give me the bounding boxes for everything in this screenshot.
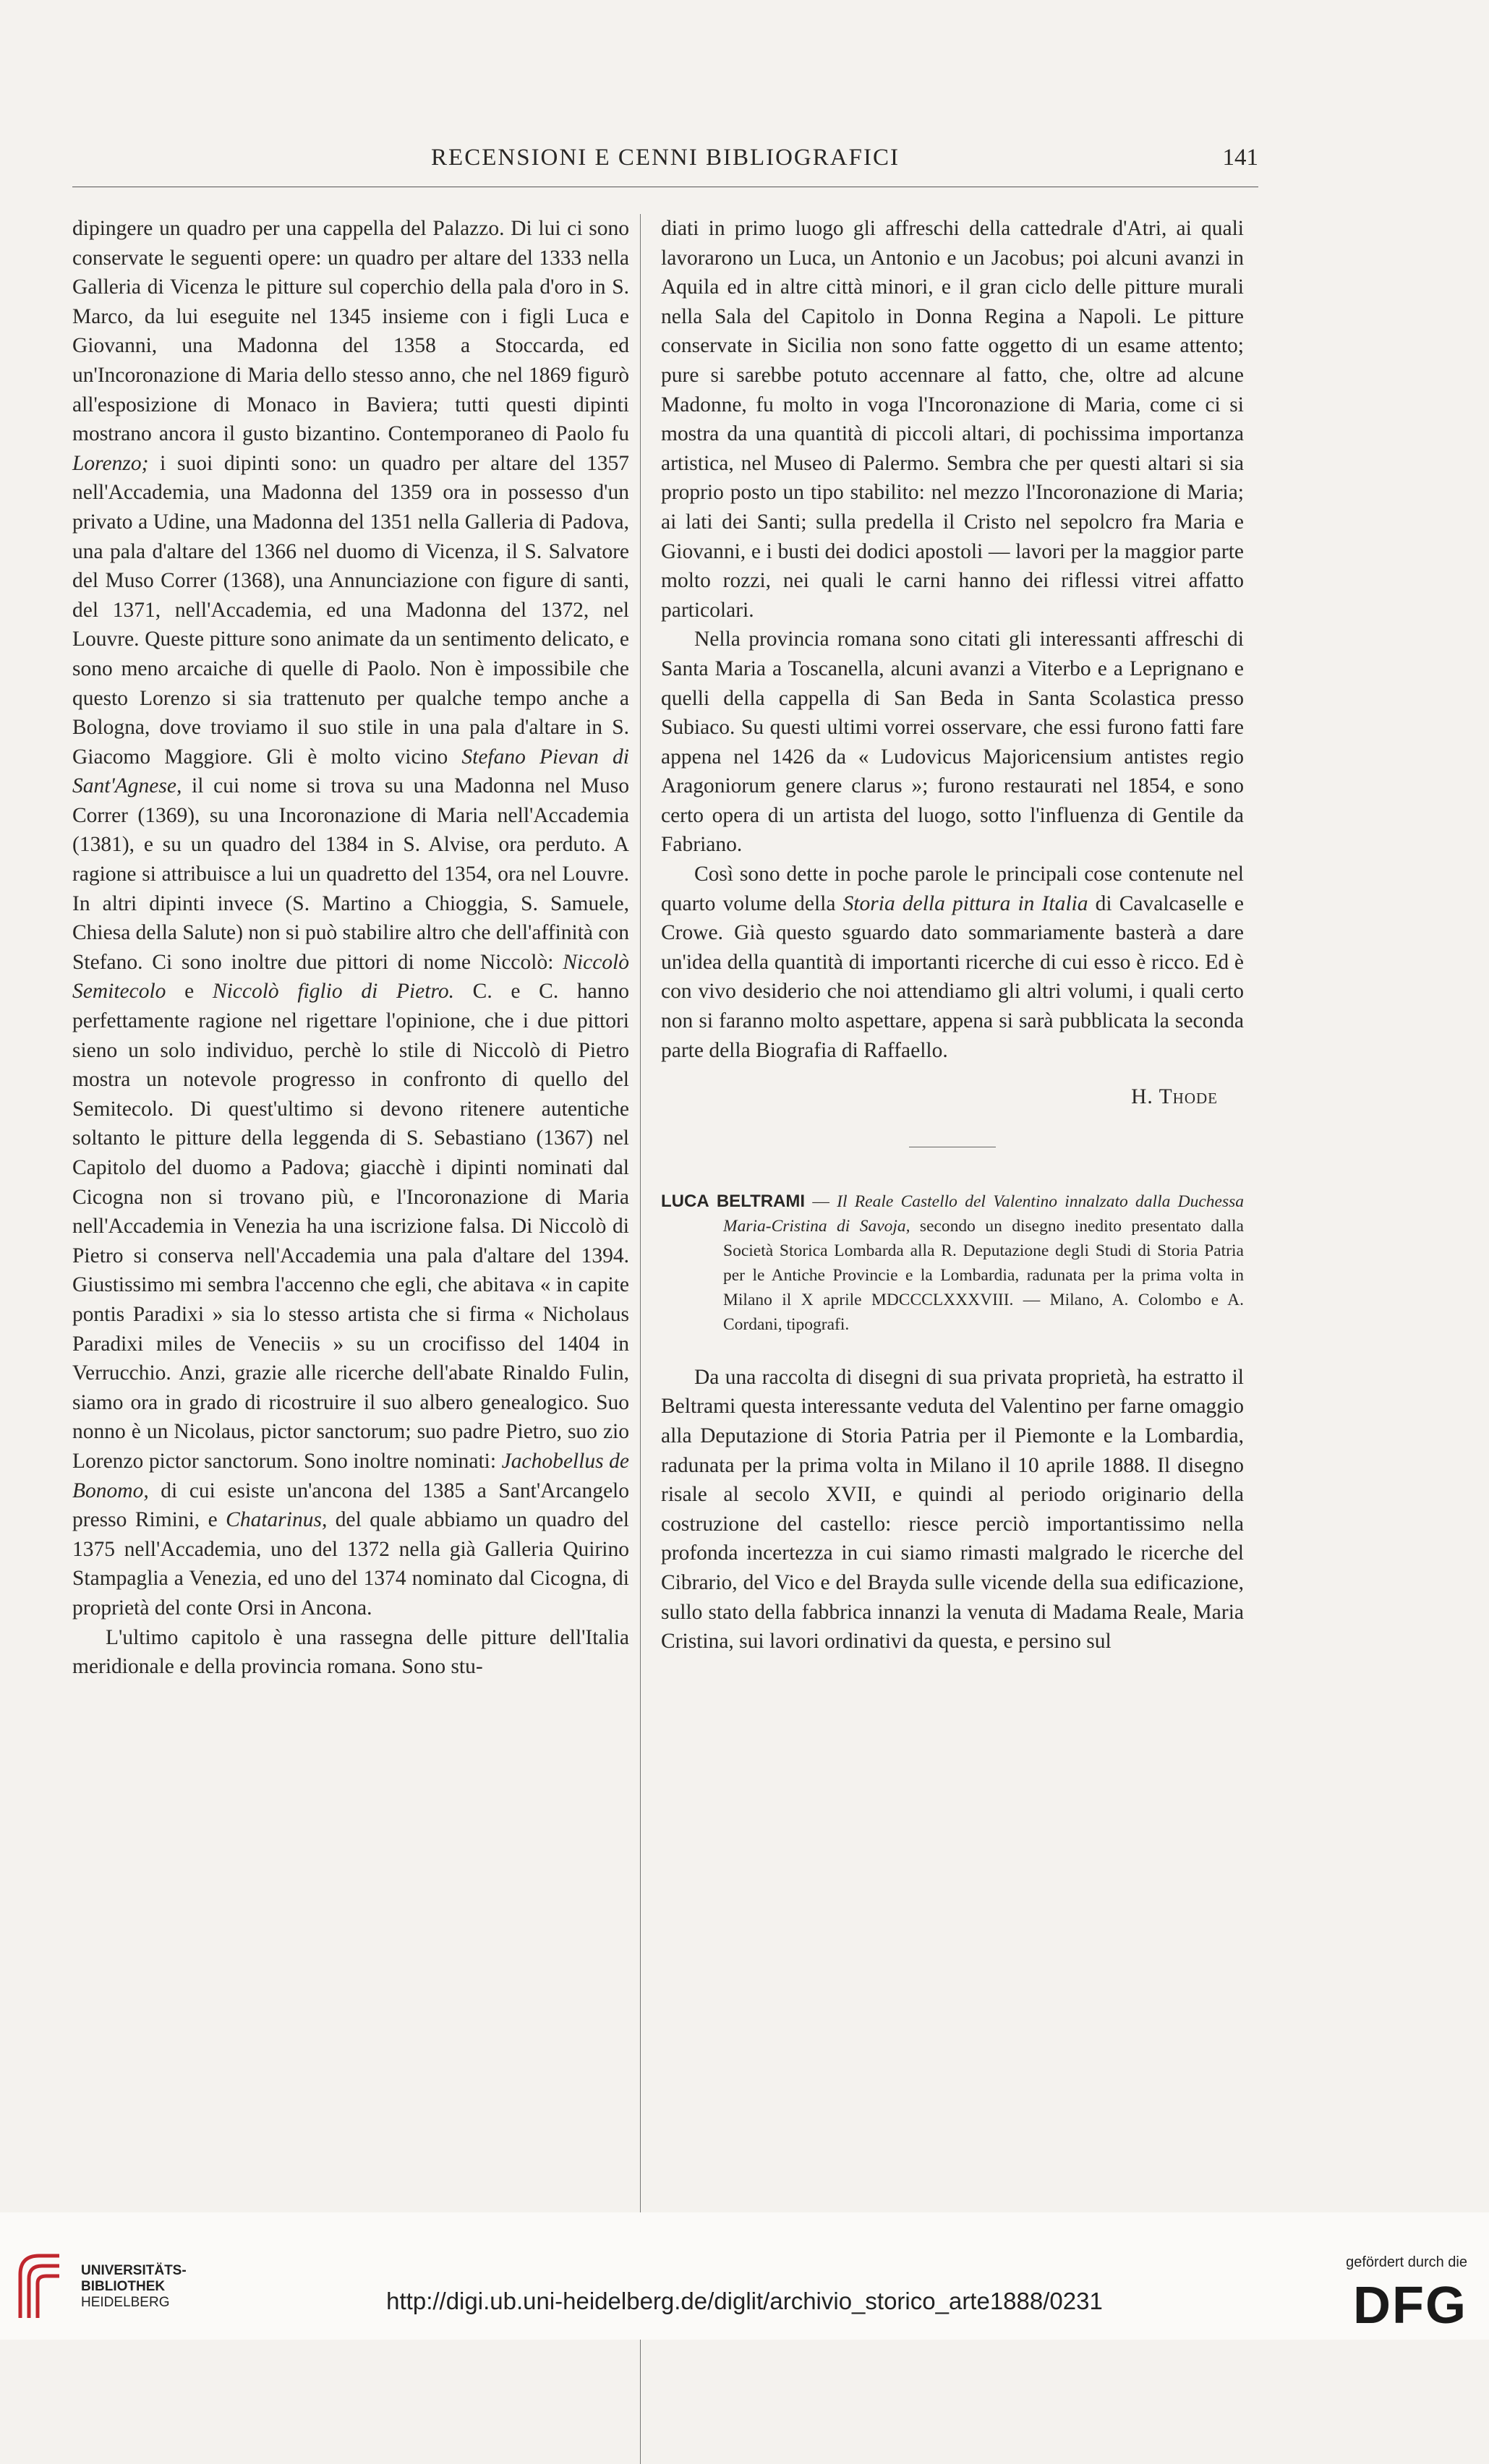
library-line: HEIDELBERG: [81, 2295, 170, 2310]
dfg-logo: DFG: [1353, 2277, 1467, 2335]
page-number: 141: [1222, 145, 1258, 171]
italic-name: Chatarinus,: [226, 1508, 328, 1532]
running-header: [72, 145, 1258, 188]
library-line: BIBLIOTHEK: [81, 2279, 166, 2294]
digitization-footer: [0, 2212, 1489, 2340]
italic-name: Lorenzo;: [72, 451, 149, 475]
right-paragraph-3: [661, 860, 1244, 1065]
text-span: i suoi dipinti sono: un quadro per altare del 1357 nell'Accademia, una Madonna del 1359 ora in possesso d'un privato a Udine, una Madonna del 1351 nella Galleria di Padova, una pala d'altare del 1366 nel duomo di Vicenza, il S. Salvatore del Muso Correr (1368), una Annunciazione con figure di santi, del 1371, nell'Accademia, ed una Madonna del 1372, nel Louvre. Queste pitture sono animate da un sentimento delicato, e sono meno arcaiche di quelle di Paolo. Non è impossibile che questo Lorenzo si sia trattenuto per qualche tempo anche a Bologna, dove troviamo il suo stile in una pala d'altare in S. Giacomo Maggiore. Gli è molto vicino: [72, 451, 630, 769]
text-span: di cui esiste un'ancona del 1385 a Sant'Arcangelo presso Rimini, e: [72, 1479, 630, 1532]
biblio-title: Il Reale Castello del Valentino innalzato dalla Duchessa Maria-Cristina di Savoja,: [723, 1192, 1245, 1236]
text-span: e: [184, 980, 195, 1004]
column-divider: [640, 214, 641, 2464]
text-span: dipingere un quadro per una cappella del Palazzo. Di lui ci sono conservate le seguenti opere: un quadro per altare del 1333 nella Galleria di Vicenza le pitture sul coperchio della pala d'oro in S. Marco, da lui eseguite nel 1345 insieme con i figli Luca e Giovanni, una Madonna del 1358 a Stoccarda, ed un'Incoronazione di Maria dello stesso anno, che nel 1869 figurò all'esposizione di Monaco in Baviera; tutti questi dipinti mostrano ancora il gusto bizantino. Contemporaneo di Paolo fu: [72, 217, 629, 446]
right-paragraph-4: Da una raccolta di disegni di sua privata proprietà, ha estratto il Beltrami questa interessante veduta del Valentino per farne omaggio alla Deputazione di Storia Patria per il Piemonte e la Lombardia, radunata per la prima volta in Milano il 10 aprile 1888. Il disegno risale al secolo XVII, e quindi al periodo originario della costruzione del castello: riesce perciò importantissimo nella profonda incertezza in cui siamo rimasti malgrado le ricerche del Cibrario, del Vico e del Brayda sulle vicende della sua edificazione, sullo stato della fabbrica innanzi la venuta di Madama Reale, Maria Cristina, sui lavori ordinativi da questa, e persino sul: [661, 1365, 1244, 1654]
biblio-author: LUCA BELTRAMI: [661, 1191, 806, 1211]
text-span: di Cavalcaselle e Crowe. Già questo sguardo dato sommariamente basterà a dare un'idea della quantità di importanti ricerche di cui esso è ricco. Ed è con vivo desiderio che noi attendiamo gli altri volumi, i quali certo non si faranno molto aspettare, appena si sarà pubblicata la seconda parte della Biografia di Raffaello.: [661, 891, 1244, 1062]
funding-note: gefördert durch die: [1346, 2254, 1467, 2270]
text-span: il cui nome si trova su una Madonna nel Muso Correr (1369), su una Incoronazione di Maria nell'Accademia (1381), e su un quadro del 1384 in S. Alvise, ora perduto. A ragione si attribuisce a lui un quadretto del 1354, ora nel Louvre. In altri dipinti invece (S. Martino a Chioggia, S. Samuele, Chiesa della Salute) non si può stabilire altro che dell'affinità con Stefano. Ci sono inoltre due pittori di nome Niccolò:: [72, 774, 629, 974]
left-paragraph-2: L'ultimo capitolo è una rassegna delle pitture dell'Italia meridionale e della provincia romana. Sono stu-: [72, 1625, 629, 1679]
right-paragraph-1: diati in primo luogo gli affreschi della cattedrale d'Atri, ai quali lavorarono un Luca, un Antonio e un Jacobus; poi alcuni avanzi in Aquila ed in altre città minori, e il gran ciclo delle pitture murali nella Sala del Capitolo in Donna Regina a Napoli. Le pitture conservate in Sicilia non sono fatte oggetto di un esame attento; pure si sarebbe potuto accennare al fatto, che, oltre ad alcune Madonne, fu molto in voga l'Incoronazione di Maria, come ci si mostra da una quantità di piccoli altari, di pochissima importanza artistica, nel Museo di Palermo. Sembra che per questi altari si sia proprio posto un tipo stabilito: nel mezzo l'Incoronazione di Maria; ai lati dei Santi; sulla predella il Cristo nel sepolcro fra Maria e Giovanni, e i busti dei dodici apostoli — lavori per la maggior parte molto rozzi, nei quali le carni hanno dei riflessi vitrei affatto particolari.: [661, 217, 1244, 622]
text-span: Così sono dette in poche parole le principali cose contenute nel quarto volume della: [661, 863, 1244, 915]
right-column: [661, 214, 1244, 1656]
left-column: [72, 214, 629, 1682]
header-title: RECENSIONI E CENNI BIBLIOGRAFICI: [431, 145, 900, 171]
italic-name: Niccolò figlio di Pietro.: [212, 980, 454, 1004]
left-paragraph-1: [72, 214, 629, 1623]
text-span: secondo un disegno inedito presentato dalla Società Storica Lombarda alla R. Deputazione degli Studi di Storia Patria per le Antiche Provincie e la Lombardia, radunata per la prima volta in Milano il X aprile MDCCCLXXXVIII. — Milano, A. Colombo e A. Cordani, tipografi.: [723, 1216, 1244, 1334]
text-span: C. e C. hanno perfettamente ragione nel rigettare l'opinione, che i due pittori sieno un solo individuo, perchè lo stile di Niccolò di Pietro mostra un notevole progresso in confronto di quello del Semitecolo. Di quest'ultimo si devono ritenere autentiche soltanto le pitture della leggenda di S. Sebastiano (1367) nel Capitolo del duomo a Padova; giacchè i dipinti nominati dal Cicogna non si trovano più, e l'Incoronazione di Maria nell'Accademia in Venezia ha una iscrizione falsa. Di Niccolò di Pietro si conserva nell'Accademia una pala d'altare del 1394. Giustissimo mi sembra l'accenno che egli, che abitava « in capite pontis Paradixi » sia lo stesso artista che si firma « Nicholaus Paradixi miles de Veneciis » su un crocifisso del 1404 in Verrucchio. Anzi, grazie alle ricerche dell'abate Rinaldo Fulin, siamo ora in grado di ricostruire il suo albero genealogico. Suo nonno è un Nicolaus, pictor sanctorum; suo padre Pietro, suo zio Lorenzo pictor sanctorum. Sono inoltre nominati:: [72, 980, 629, 1473]
italic-name: Stefano Pievan di Sant'Agnese,: [72, 745, 629, 798]
library-line: UNIVERSITÄTS-: [81, 2263, 187, 2278]
author-signature: H. Thode: [1131, 1085, 1218, 1109]
italic-title: Storia della pittura in Italia: [842, 891, 1088, 915]
text-span: —: [812, 1192, 829, 1211]
text-span: del quale abbiamo un quadro del 1375 nell'Accademia, uno del 1372 nella già Galleria Quirino Stampaglia a Venezia, ed uno del 1374 nominato dal Cicogna, di proprietà del conte Orsi in Ancona.: [72, 1508, 629, 1620]
italic-name: Niccolò Semitecolo: [72, 950, 629, 1004]
permalink-url[interactable]: http://digi.ub.uni-heidelberg.de/diglit/archivio_storico_arte1888/0231: [386, 2288, 1103, 2314]
italic-name: Jachobellus de Bonomo,: [72, 1449, 629, 1502]
right-paragraph-2: Nella provincia romana sono citati gli interessanti affreschi di Santa Maria a Toscanella, alcuni avanzi a Viterbo e a Leprignano e quelli della cappella di San Beda in Santa Scolastica presso Subiaco. Su questi ultimi vorrei osservare, che essi furono fatti fare appena nel 1426 da « Ludovicus Majoricensium antistes regio Aragoniorum genere clarus »; furono restaurati nel 1854, e sono certo opera di un artista del luogo, sotto l'influenza di Gentile da Fabriano.: [661, 628, 1244, 857]
bibliographic-entry: [661, 1189, 1244, 1337]
